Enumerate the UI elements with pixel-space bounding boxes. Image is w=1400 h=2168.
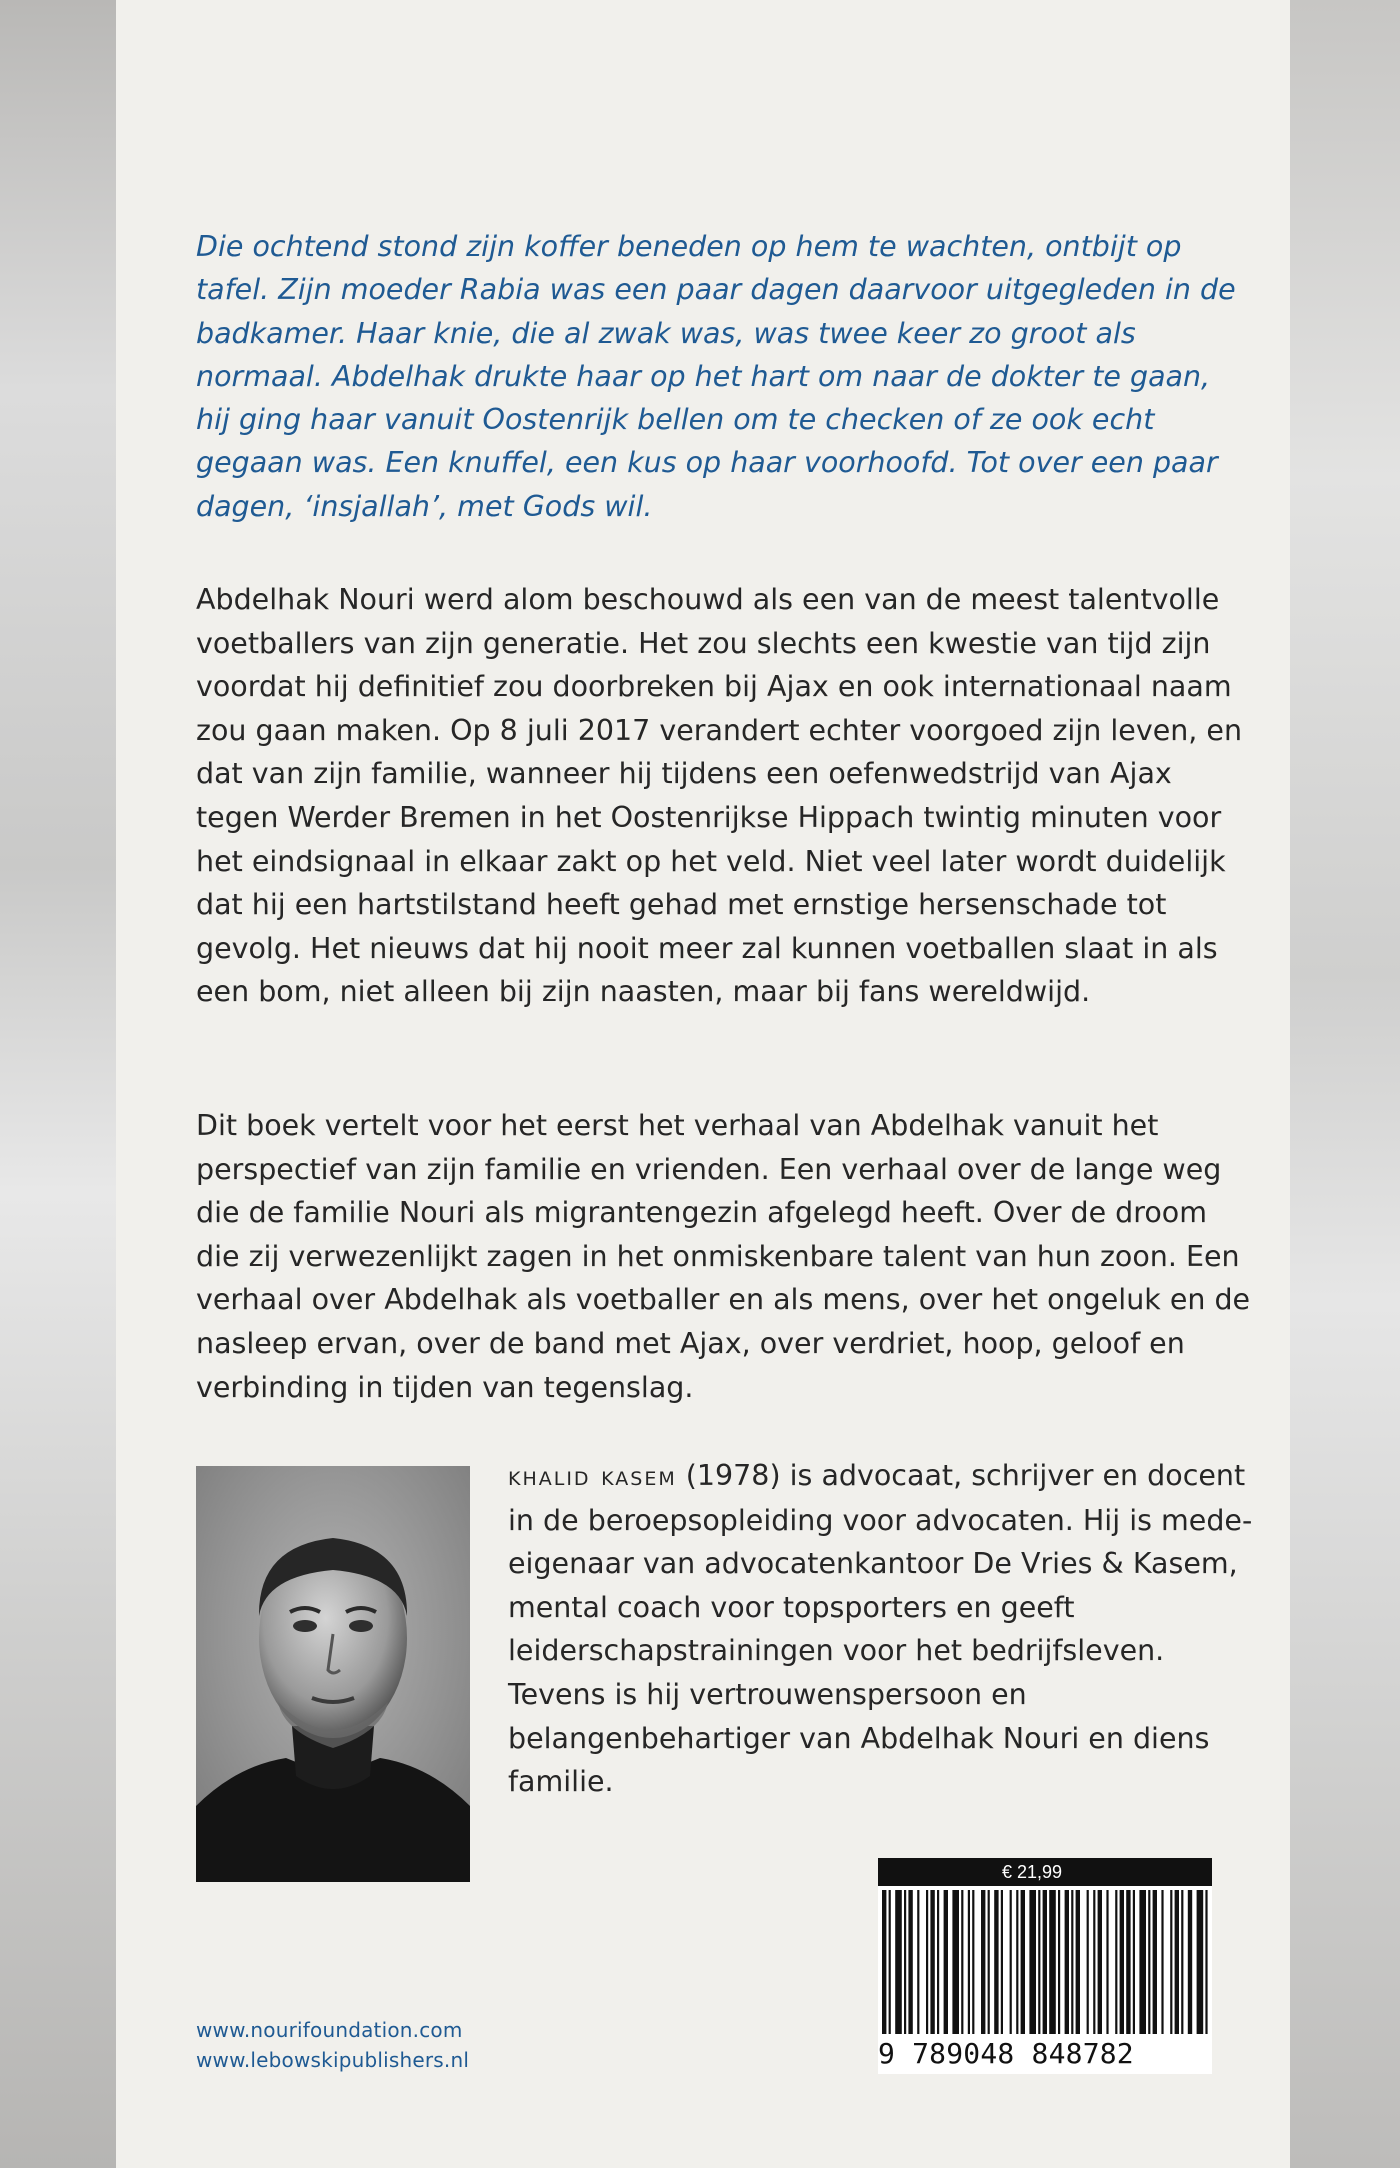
barcode-bar bbox=[1139, 1890, 1146, 2034]
author-bio-text: (1978) is advocaat, schrijver en docent in de beroepsopleiding voor advocaten. Hij is mede-eigenaar van advocatenkantoor De Vries & Kasem, mental coach voor topsporters en geeft leiderschapstrainingen voor het bedrijfsleven. Tevens is hij vertrouwenspersoon en belangenbehartiger van Abdelhak Nouri en diens familie. bbox=[508, 1459, 1253, 1799]
barcode-bars bbox=[878, 1890, 1212, 2034]
barcode-bar bbox=[1188, 1890, 1192, 2034]
barcode-bar bbox=[1093, 1890, 1095, 2034]
barcode-bar bbox=[968, 1890, 970, 2034]
barcode-bar bbox=[1043, 1890, 1047, 2034]
barcode-bar bbox=[1071, 1890, 1073, 2034]
link-lebowski-publishers[interactable]: www.lebowskipublishers.nl bbox=[196, 2048, 470, 2072]
book-back-cover bbox=[116, 0, 1290, 2168]
barcode-bar bbox=[1058, 1890, 1060, 2034]
barcode-bar bbox=[1153, 1890, 1157, 2034]
barcode-bar bbox=[1076, 1890, 1080, 2034]
summary-paragraph-1: Abdelhak Nouri werd alom beschouwd als een van de meest talentvolle voetballers van zijn generatie. Het zou slechts een kwestie van tijd zijn voordat hij definitief zou doorbreken bij Ajax en ook internationaal naam zou gaan maken. Op 8 juli 2017 verandert echter voorgoed zijn leven, en dat van zijn familie, wanneer hij tijdens een oefenwedstrijd van Ajax tegen Werder Bremen in het Oostenrijkse Hippach twintig minuten voor het eindsignaal in elkaar zakt op het veld. Niet veel later wordt duidelijk dat hij een hartstilstand heeft gehad met ernstige hersenschade tot gevolg. Het nieuws dat hij nooit meer zal kunnen voetballen slaat in als een bom, niet alleen bij zijn naasten, maar bij fans wereldwijd. bbox=[196, 583, 1243, 1009]
barcode-bar bbox=[1120, 1890, 1124, 2034]
barcode-bar bbox=[1170, 1890, 1172, 2034]
barcode-bar bbox=[1016, 1890, 1018, 2034]
barcode-bar bbox=[937, 1890, 939, 2034]
barcode-bar bbox=[1181, 1890, 1183, 2034]
barcode-bar bbox=[908, 1890, 912, 2034]
barcode-bar bbox=[917, 1890, 919, 2034]
barcode-bar bbox=[1106, 1890, 1108, 2034]
barcode-bar bbox=[930, 1890, 934, 2034]
isbn-number: 9 789048 848782 bbox=[878, 2037, 1134, 2070]
author-name: khalid kasem bbox=[508, 1461, 677, 1492]
barcode-bar bbox=[1161, 1890, 1163, 2034]
barcode-bar bbox=[1038, 1890, 1040, 2034]
barcode bbox=[878, 1858, 1212, 2074]
barcode-bar bbox=[1001, 1890, 1003, 2034]
barcode-bar bbox=[1087, 1890, 1089, 2034]
barcode-bar bbox=[1098, 1890, 1102, 2034]
barcode-bar bbox=[926, 1890, 928, 2034]
author-bio bbox=[508, 1454, 1268, 1804]
summary-paragraph-2: Dit boek vertelt voor het eerst het verhaal van Abdelhak vanuit het perspectief van zijn familie en vrienden. Een verhaal over de lange weg die de familie Nouri als migrantengezin afgelegd heeft. Over de droom die zij verwezenlijkt zagen in het onmiskenbare talent van hun zoon. Een verhaal over Abdelhak als voetballer en als mens, over het ongeluk en de nasleep ervan, over de band met Ajax, over verdriet, hoop, geloof en verbinding in tijden van tegenslag. bbox=[196, 1109, 1251, 1404]
background-right bbox=[1290, 0, 1400, 2168]
barcode-bar bbox=[1175, 1890, 1179, 2034]
barcode-bar bbox=[981, 1890, 985, 2034]
barcode-bar bbox=[1205, 1890, 1207, 2034]
author-photo bbox=[196, 1466, 470, 1882]
barcode-bar bbox=[988, 1890, 990, 2034]
barcode-bar bbox=[944, 1890, 948, 2034]
website-links bbox=[196, 2015, 469, 2075]
intro-excerpt: Die ochtend stond zijn koffer beneden op hem te wachten, ontbijt op tafel. Zijn moeder Rabia was een paar dagen daarvoor uitgegleden in de badkamer. Haar knie, die al zwak was, was twee keer zo groot als normaal. Abdelhak drukte haar op het hart om naar de dokter te gaan, hij ging haar vanuit Oostenrijk bellen om te checken of ze ook echt gegaan was. Een knuffel, een kus op haar voorhoofd. Tot over een paar dagen, ‘insjallah’, met Gods wil. bbox=[196, 230, 1236, 523]
barcode-bar bbox=[1021, 1890, 1025, 2034]
barcode-bar bbox=[1148, 1890, 1150, 2034]
price-label: € 21,99 bbox=[1002, 1862, 1063, 1882]
barcode-bar bbox=[904, 1890, 906, 2034]
barcode-bar bbox=[961, 1890, 963, 2034]
barcode-bar bbox=[895, 1890, 902, 2034]
background-left bbox=[0, 0, 120, 2168]
barcode-bar bbox=[952, 1890, 959, 2034]
barcode-bar bbox=[1115, 1890, 1117, 2034]
barcode-bar bbox=[1133, 1890, 1135, 2034]
barcode-bar bbox=[882, 1890, 886, 2034]
barcode-bar bbox=[1029, 1890, 1036, 2034]
link-nouri-foundation[interactable]: www.nourifoundation.com bbox=[196, 2018, 463, 2042]
barcode-bar bbox=[994, 1890, 998, 2034]
barcode-bar bbox=[889, 1890, 891, 2034]
barcode-bar bbox=[1126, 1890, 1130, 2034]
barcode-bar bbox=[1049, 1890, 1056, 2034]
barcode-bar bbox=[1197, 1890, 1204, 2034]
barcode-bar bbox=[972, 1890, 974, 2034]
price-bar bbox=[878, 1858, 1212, 1886]
barcode-bar bbox=[1065, 1890, 1069, 2034]
barcode-bar bbox=[1010, 1890, 1012, 2034]
